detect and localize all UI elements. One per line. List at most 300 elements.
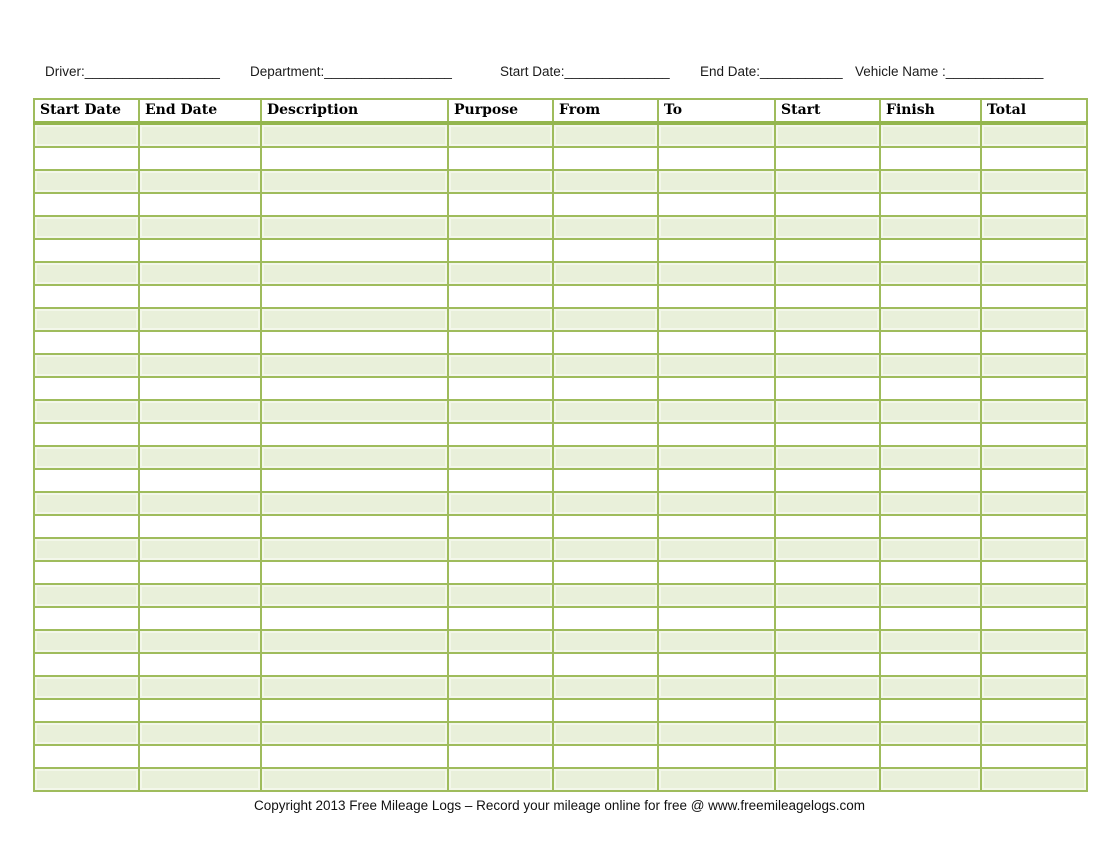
table-cell[interactable] — [880, 147, 981, 170]
table-cell[interactable] — [553, 469, 658, 492]
table-cell[interactable] — [261, 469, 448, 492]
field-start-date — [500, 64, 670, 79]
table-cell[interactable] — [880, 308, 981, 331]
table-cell[interactable] — [981, 216, 1087, 239]
field-end-date-line[interactable]: ___________ — [760, 64, 843, 79]
table-cell[interactable] — [139, 492, 261, 515]
table-cell[interactable] — [34, 400, 139, 423]
table-cell[interactable] — [775, 377, 880, 400]
field-vehicle-name — [855, 64, 1043, 79]
table-row — [34, 216, 1087, 239]
table-cell[interactable] — [139, 285, 261, 308]
table-cell[interactable] — [448, 607, 553, 630]
table-cell[interactable] — [553, 607, 658, 630]
table-cell[interactable] — [553, 722, 658, 745]
table-cell[interactable] — [261, 239, 448, 262]
table-cell[interactable] — [261, 607, 448, 630]
table-cell[interactable] — [981, 147, 1087, 170]
table-cell[interactable] — [658, 446, 775, 469]
table-cell[interactable] — [880, 446, 981, 469]
table-cell[interactable] — [775, 285, 880, 308]
table-cell[interactable] — [775, 446, 880, 469]
table-cell[interactable] — [658, 653, 775, 676]
table-cell[interactable] — [775, 745, 880, 768]
table-cell[interactable] — [139, 423, 261, 446]
table-cell[interactable] — [880, 170, 981, 193]
table-cell[interactable] — [553, 446, 658, 469]
table-cell[interactable] — [658, 239, 775, 262]
table-cell[interactable] — [139, 584, 261, 607]
table-cell[interactable] — [139, 469, 261, 492]
table-cell[interactable] — [658, 676, 775, 699]
table-cell[interactable] — [448, 400, 553, 423]
table-cell[interactable] — [553, 123, 658, 147]
table-row — [34, 515, 1087, 538]
table-cell[interactable] — [775, 262, 880, 285]
table-cell[interactable] — [880, 193, 981, 216]
table-cell[interactable] — [448, 354, 553, 377]
table-cell[interactable] — [139, 354, 261, 377]
table-cell[interactable] — [448, 745, 553, 768]
table-cell[interactable] — [775, 400, 880, 423]
table-cell[interactable] — [981, 239, 1087, 262]
table-cell[interactable] — [261, 584, 448, 607]
table-cell[interactable] — [34, 354, 139, 377]
table-cell[interactable] — [553, 170, 658, 193]
table-cell[interactable] — [981, 377, 1087, 400]
table-cell[interactable] — [261, 492, 448, 515]
table-cell[interactable] — [775, 722, 880, 745]
table-cell[interactable] — [981, 400, 1087, 423]
table-cell[interactable] — [658, 561, 775, 584]
table-cell[interactable] — [448, 147, 553, 170]
field-start-date-label: Start Date: — [500, 64, 565, 79]
table-cell[interactable] — [981, 745, 1087, 768]
table-cell[interactable] — [880, 377, 981, 400]
table-cell[interactable] — [981, 308, 1087, 331]
table-cell[interactable] — [981, 492, 1087, 515]
table-cell[interactable] — [658, 170, 775, 193]
table-cell[interactable] — [34, 676, 139, 699]
table-cell[interactable] — [880, 745, 981, 768]
table-cell[interactable] — [658, 745, 775, 768]
table-cell[interactable] — [34, 607, 139, 630]
table-cell[interactable] — [34, 170, 139, 193]
table-cell[interactable] — [880, 768, 981, 791]
table-cell[interactable] — [981, 469, 1087, 492]
table-cell[interactable] — [448, 699, 553, 722]
table-cell[interactable] — [775, 216, 880, 239]
table-cell[interactable] — [448, 492, 553, 515]
table-cell[interactable] — [139, 216, 261, 239]
table-cell[interactable] — [775, 239, 880, 262]
table-row — [34, 123, 1087, 147]
table-cell[interactable] — [775, 423, 880, 446]
table-cell[interactable] — [981, 262, 1087, 285]
table-cell[interactable] — [139, 170, 261, 193]
table-cell[interactable] — [981, 653, 1087, 676]
table-cell[interactable] — [880, 262, 981, 285]
table-cell[interactable] — [658, 584, 775, 607]
table-cell[interactable] — [448, 630, 553, 653]
table-cell[interactable] — [139, 262, 261, 285]
table-cell[interactable] — [981, 515, 1087, 538]
table-cell[interactable] — [981, 170, 1087, 193]
table-cell[interactable] — [658, 768, 775, 791]
field-start-date-line[interactable]: ______________ — [564, 64, 670, 79]
table-row — [34, 768, 1087, 791]
table-cell[interactable] — [448, 377, 553, 400]
table-cell[interactable] — [261, 538, 448, 561]
table-cell[interactable] — [139, 515, 261, 538]
table-cell[interactable] — [880, 492, 981, 515]
table-cell[interactable] — [981, 193, 1087, 216]
table-cell[interactable] — [553, 676, 658, 699]
table-cell[interactable] — [553, 285, 658, 308]
table-cell[interactable] — [139, 377, 261, 400]
table-cell[interactable] — [139, 561, 261, 584]
table-cell[interactable] — [553, 147, 658, 170]
table-cell[interactable] — [139, 607, 261, 630]
table-cell[interactable] — [553, 492, 658, 515]
table-cell[interactable] — [880, 722, 981, 745]
table-cell[interactable] — [261, 262, 448, 285]
table-cell[interactable] — [981, 354, 1087, 377]
table-cell[interactable] — [880, 400, 981, 423]
table-cell[interactable] — [981, 676, 1087, 699]
table-cell[interactable] — [775, 193, 880, 216]
table-cell[interactable] — [34, 285, 139, 308]
table-cell[interactable] — [261, 745, 448, 768]
table-cell[interactable] — [658, 354, 775, 377]
field-vehicle-name-label: Vehicle Name : — [855, 64, 946, 79]
table-cell[interactable] — [981, 446, 1087, 469]
field-department — [250, 64, 452, 79]
column-header-to: To — [658, 99, 775, 123]
table-cell[interactable] — [880, 216, 981, 239]
table-cell[interactable] — [261, 193, 448, 216]
table-cell[interactable] — [261, 308, 448, 331]
table-cell[interactable] — [139, 699, 261, 722]
table-header-row — [34, 99, 1087, 123]
table-cell[interactable] — [658, 147, 775, 170]
table-cell[interactable] — [981, 561, 1087, 584]
table-cell[interactable] — [658, 492, 775, 515]
column-header-description: Description — [261, 99, 448, 123]
table-cell[interactable] — [775, 308, 880, 331]
table-row — [34, 262, 1087, 285]
table-cell[interactable] — [34, 584, 139, 607]
table-cell[interactable] — [658, 216, 775, 239]
table-cell[interactable] — [139, 400, 261, 423]
table-cell[interactable] — [34, 745, 139, 768]
table-cell[interactable] — [775, 584, 880, 607]
table-cell[interactable] — [34, 239, 139, 262]
table-row — [34, 722, 1087, 745]
table-cell[interactable] — [880, 653, 981, 676]
table-cell[interactable] — [553, 400, 658, 423]
table-cell[interactable] — [981, 423, 1087, 446]
table-cell[interactable] — [981, 722, 1087, 745]
table-cell[interactable] — [34, 699, 139, 722]
table-cell[interactable] — [658, 331, 775, 354]
table-cell[interactable] — [34, 561, 139, 584]
table-cell[interactable] — [139, 630, 261, 653]
table-cell[interactable] — [261, 331, 448, 354]
table-cell[interactable] — [261, 423, 448, 446]
table-cell[interactable] — [34, 492, 139, 515]
table-cell[interactable] — [658, 262, 775, 285]
table-cell[interactable] — [553, 561, 658, 584]
table-cell[interactable] — [981, 768, 1087, 791]
table-cell[interactable] — [553, 515, 658, 538]
table-cell[interactable] — [775, 147, 880, 170]
table-cell[interactable] — [448, 538, 553, 561]
table-cell[interactable] — [880, 331, 981, 354]
table-cell[interactable] — [775, 354, 880, 377]
table-cell[interactable] — [981, 630, 1087, 653]
table-cell[interactable] — [880, 561, 981, 584]
table-cell[interactable] — [34, 216, 139, 239]
table-body — [34, 123, 1087, 791]
table-cell[interactable] — [775, 768, 880, 791]
table-cell[interactable] — [139, 193, 261, 216]
field-department-label: Department: — [250, 64, 325, 79]
table-cell[interactable] — [553, 377, 658, 400]
table-cell[interactable] — [261, 515, 448, 538]
table-cell[interactable] — [34, 423, 139, 446]
table-cell[interactable] — [880, 584, 981, 607]
table-cell[interactable] — [139, 331, 261, 354]
field-end-date — [700, 64, 843, 79]
table-cell[interactable] — [34, 331, 139, 354]
table-cell[interactable] — [34, 308, 139, 331]
table-row — [34, 653, 1087, 676]
field-driver-line[interactable]: __________________ — [84, 64, 220, 79]
table-cell[interactable] — [139, 308, 261, 331]
table-cell[interactable] — [775, 561, 880, 584]
table-cell[interactable] — [658, 699, 775, 722]
table-cell[interactable] — [880, 515, 981, 538]
table-cell[interactable] — [775, 538, 880, 561]
table-cell[interactable] — [775, 492, 880, 515]
table-cell[interactable] — [981, 123, 1087, 147]
table-cell[interactable] — [658, 123, 775, 147]
table-cell[interactable] — [880, 676, 981, 699]
table-cell[interactable] — [775, 653, 880, 676]
table-cell[interactable] — [553, 653, 658, 676]
table-cell[interactable] — [448, 331, 553, 354]
table-cell[interactable] — [139, 123, 261, 147]
table-cell[interactable] — [880, 699, 981, 722]
table-cell[interactable] — [448, 308, 553, 331]
table-cell[interactable] — [880, 285, 981, 308]
table-cell[interactable] — [261, 630, 448, 653]
table-cell[interactable] — [880, 354, 981, 377]
table-cell[interactable] — [981, 538, 1087, 561]
table-cell[interactable] — [775, 676, 880, 699]
table-cell[interactable] — [261, 653, 448, 676]
table-row — [34, 377, 1087, 400]
table-cell[interactable] — [775, 331, 880, 354]
table-cell[interactable] — [34, 768, 139, 791]
table-cell[interactable] — [261, 354, 448, 377]
table-cell[interactable] — [34, 630, 139, 653]
table-cell[interactable] — [553, 354, 658, 377]
table-cell[interactable] — [34, 469, 139, 492]
table-cell[interactable] — [553, 262, 658, 285]
table-cell[interactable] — [775, 699, 880, 722]
table-cell[interactable] — [553, 699, 658, 722]
column-header-from: From — [553, 99, 658, 123]
column-header-start-date: Start Date — [34, 99, 139, 123]
table-cell[interactable] — [775, 170, 880, 193]
table-cell[interactable] — [448, 515, 553, 538]
table-cell[interactable] — [553, 423, 658, 446]
field-department-line[interactable]: _________________ — [324, 64, 452, 79]
table-cell[interactable] — [448, 584, 553, 607]
table-cell[interactable] — [261, 722, 448, 745]
table-row — [34, 538, 1087, 561]
table-cell[interactable] — [981, 331, 1087, 354]
table-cell[interactable] — [261, 561, 448, 584]
table-cell[interactable] — [880, 239, 981, 262]
table-cell[interactable] — [981, 607, 1087, 630]
table-cell[interactable] — [261, 147, 448, 170]
table-cell[interactable] — [553, 745, 658, 768]
table-row — [34, 584, 1087, 607]
table-cell[interactable] — [139, 722, 261, 745]
table-cell[interactable] — [658, 308, 775, 331]
table-cell[interactable] — [139, 676, 261, 699]
table-cell[interactable] — [448, 446, 553, 469]
table-cell[interactable] — [553, 216, 658, 239]
table-cell[interactable] — [261, 123, 448, 147]
table-cell[interactable] — [139, 239, 261, 262]
table-cell[interactable] — [34, 515, 139, 538]
table-cell[interactable] — [34, 193, 139, 216]
table-cell[interactable] — [448, 170, 553, 193]
table-row — [34, 400, 1087, 423]
mileage-table — [33, 98, 1088, 792]
table-cell[interactable] — [553, 538, 658, 561]
table-cell[interactable] — [261, 170, 448, 193]
table-row — [34, 561, 1087, 584]
table-cell[interactable] — [448, 193, 553, 216]
table-cell[interactable] — [139, 745, 261, 768]
table-cell[interactable] — [261, 768, 448, 791]
table-cell[interactable] — [658, 515, 775, 538]
table-cell[interactable] — [34, 722, 139, 745]
table-cell[interactable] — [139, 446, 261, 469]
table-cell[interactable] — [261, 285, 448, 308]
table-cell[interactable] — [448, 262, 553, 285]
table-cell[interactable] — [880, 423, 981, 446]
table-cell[interactable] — [261, 446, 448, 469]
column-header-start: Start — [775, 99, 880, 123]
table-cell[interactable] — [880, 123, 981, 147]
table-cell[interactable] — [448, 469, 553, 492]
table-cell[interactable] — [139, 768, 261, 791]
table-cell[interactable] — [553, 630, 658, 653]
table-cell[interactable] — [775, 123, 880, 147]
table-row — [34, 630, 1087, 653]
table-cell[interactable] — [658, 722, 775, 745]
table-cell[interactable] — [139, 653, 261, 676]
table-cell[interactable] — [448, 239, 553, 262]
table-row — [34, 354, 1087, 377]
table-cell[interactable] — [658, 377, 775, 400]
table-cell[interactable] — [553, 308, 658, 331]
table-cell[interactable] — [261, 699, 448, 722]
table-cell[interactable] — [658, 607, 775, 630]
table-cell[interactable] — [448, 423, 553, 446]
table-cell[interactable] — [553, 331, 658, 354]
table-cell[interactable] — [448, 653, 553, 676]
table-cell[interactable] — [34, 653, 139, 676]
table-cell[interactable] — [658, 193, 775, 216]
table-cell[interactable] — [448, 768, 553, 791]
table-cell[interactable] — [34, 377, 139, 400]
table-row — [34, 469, 1087, 492]
table-cell[interactable] — [448, 722, 553, 745]
table-cell[interactable] — [553, 239, 658, 262]
table-cell[interactable] — [448, 216, 553, 239]
table-row — [34, 446, 1087, 469]
field-vehicle-name-line[interactable]: _____________ — [945, 64, 1044, 79]
table-cell[interactable] — [139, 147, 261, 170]
table-cell[interactable] — [34, 538, 139, 561]
table-row — [34, 699, 1087, 722]
table-cell[interactable] — [553, 584, 658, 607]
table-cell[interactable] — [880, 469, 981, 492]
table-cell[interactable] — [658, 285, 775, 308]
table-cell[interactable] — [775, 515, 880, 538]
table-cell[interactable] — [34, 147, 139, 170]
table-cell[interactable] — [981, 699, 1087, 722]
table-cell[interactable] — [448, 676, 553, 699]
table-cell[interactable] — [261, 676, 448, 699]
table-cell[interactable] — [261, 216, 448, 239]
table-cell[interactable] — [775, 630, 880, 653]
table-row — [34, 492, 1087, 515]
table-cell[interactable] — [553, 193, 658, 216]
table-row — [34, 193, 1087, 216]
table-cell[interactable] — [658, 400, 775, 423]
table-cell[interactable] — [448, 285, 553, 308]
table-cell[interactable] — [658, 469, 775, 492]
table-cell[interactable] — [34, 123, 139, 147]
table-cell[interactable] — [553, 768, 658, 791]
table-cell[interactable] — [34, 446, 139, 469]
table-cell[interactable] — [981, 584, 1087, 607]
table-cell[interactable] — [139, 538, 261, 561]
table-cell[interactable] — [34, 262, 139, 285]
table-cell[interactable] — [981, 285, 1087, 308]
table-cell[interactable] — [658, 630, 775, 653]
table-cell[interactable] — [261, 400, 448, 423]
table-cell[interactable] — [261, 377, 448, 400]
table-cell[interactable] — [775, 469, 880, 492]
table-cell[interactable] — [880, 607, 981, 630]
table-cell[interactable] — [775, 607, 880, 630]
table-cell[interactable] — [880, 538, 981, 561]
table-cell[interactable] — [880, 630, 981, 653]
table-cell[interactable] — [448, 561, 553, 584]
table-cell[interactable] — [658, 538, 775, 561]
table-cell[interactable] — [448, 123, 553, 147]
table-cell[interactable] — [658, 423, 775, 446]
